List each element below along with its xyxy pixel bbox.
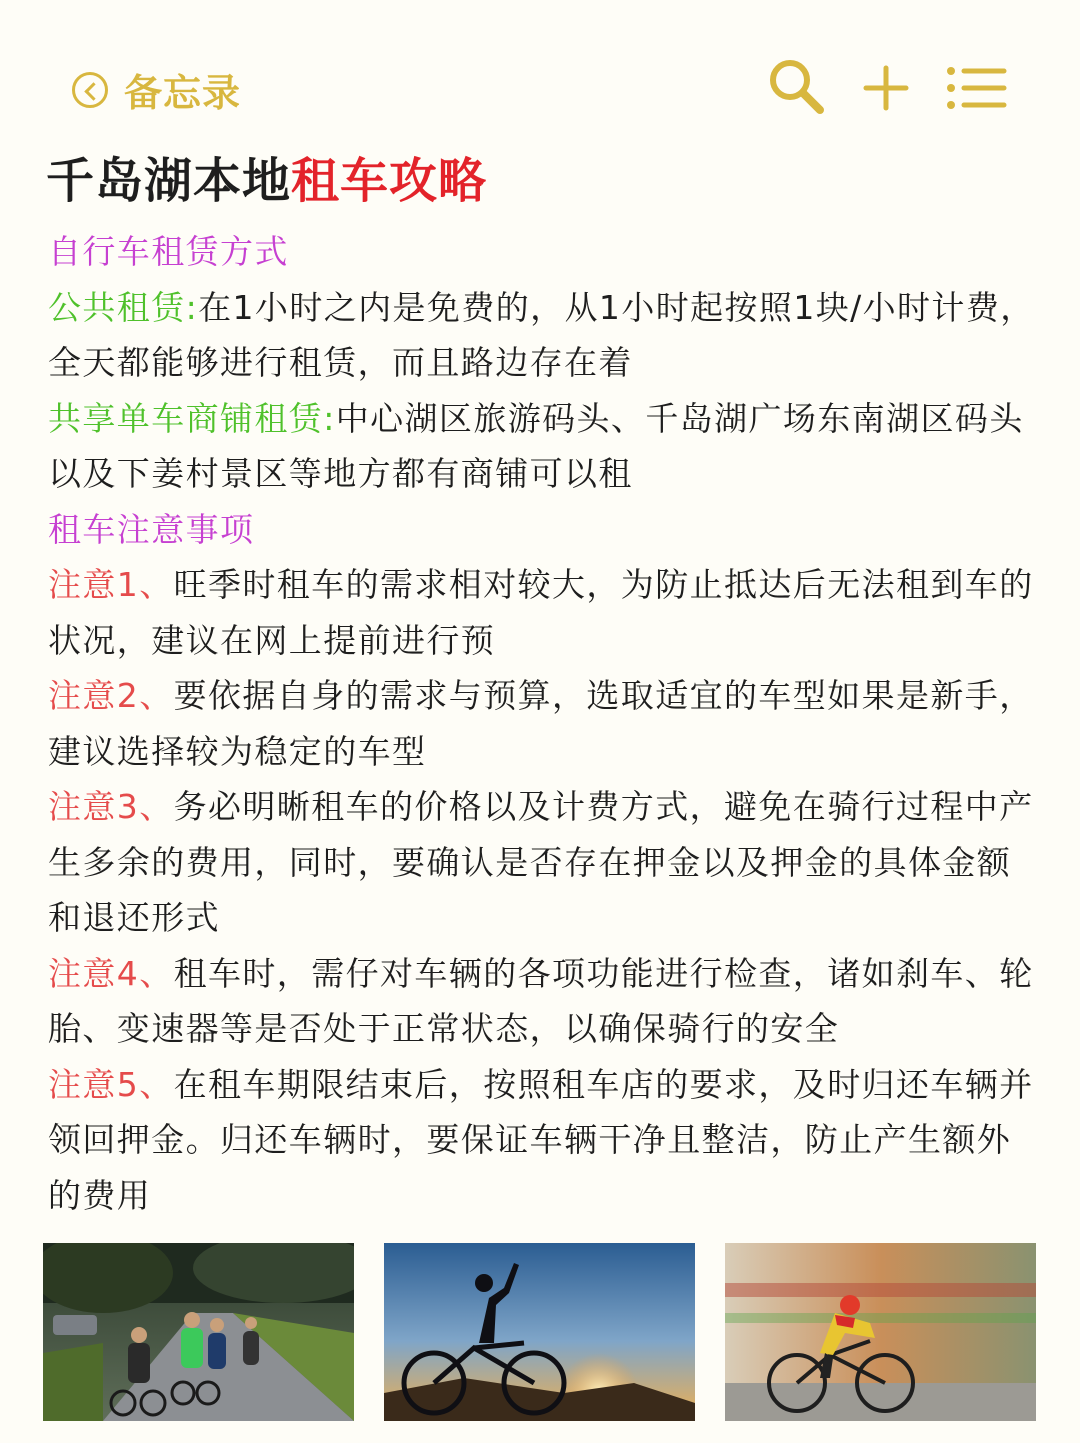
note-label: 注意1、 <box>48 565 174 604</box>
photo-group-cyclists[interactable] <box>43 1243 354 1421</box>
note-item-5 <box>48 1057 1038 1224</box>
photo-cyclist-sunset[interactable] <box>384 1243 695 1421</box>
note-text: 在租车期限结束后，按照租车店的要求，及时归还车辆并领回押金。归还车辆时，要保证车辆干净且整洁，防止产生额外的费用 <box>48 1064 1034 1215</box>
rental-item-public <box>48 280 1038 391</box>
note-item-2 <box>48 668 1038 779</box>
photo-strip <box>43 1243 1037 1423</box>
title-black-part: 千岛湖本地 <box>46 153 292 209</box>
note-label: 注意2、 <box>48 676 174 715</box>
list-menu-icon[interactable] <box>946 64 1008 112</box>
back-circle-icon <box>72 72 108 108</box>
note-item-4 <box>48 946 1038 1057</box>
note-body <box>48 224 1038 1223</box>
rental-item-shop <box>48 391 1038 502</box>
title-red-part: 租车攻略 <box>291 153 488 209</box>
note-label: 注意3、 <box>48 787 174 826</box>
plus-icon[interactable] <box>862 64 910 112</box>
note-item-1 <box>48 557 1038 668</box>
photo-racing-cyclist[interactable] <box>725 1243 1036 1421</box>
back-button[interactable] <box>72 62 241 117</box>
item-label: 共享单车商铺租赁: <box>48 398 336 438</box>
section-heading-notes: 租车注意事项 <box>48 509 255 549</box>
item-text: 中心湖区旅游码头、千岛湖广场东南湖区码头以及下姜村景区等地方都有商铺可以租 <box>48 398 1024 493</box>
note-label: 注意5、 <box>48 1064 174 1104</box>
item-text: 在1小时之内是免费的，从1小时起按照1块/小时计费，全天都能够进行租赁，而且路边存在着 <box>48 287 1035 382</box>
note-text: 租车时，需仔对车辆的各项功能进行检查，诸如刹车、轮胎、变速器等是否处于正常状态，以确保骑行的安全 <box>48 953 1034 1048</box>
search-icon[interactable] <box>766 56 826 116</box>
back-label: 备忘录 <box>124 71 242 115</box>
note-title <box>46 142 487 211</box>
note-text: 旺季时租车的需求相对较大，为防止抵达后无法租到车的状况，建议在网上提前进行预 <box>48 565 1034 660</box>
section-heading-bike-rental: 自行车租赁方式 <box>48 232 289 271</box>
note-text: 务必明晰租车的价格以及计费方式，避免在骑行过程中产生多余的费用，同时，要确认是否存在押金以及押金的具体金额和退还形式 <box>48 787 1034 937</box>
item-label: 公共租赁: <box>48 287 199 327</box>
note-item-3 <box>48 779 1038 946</box>
note-label: 注意4、 <box>48 953 174 993</box>
top-navigation-bar <box>0 50 1080 130</box>
note-text: 要依据自身的需求与预算，选取适宜的车型如果是新手，建议选择较为稳定的车型 <box>48 676 1034 771</box>
